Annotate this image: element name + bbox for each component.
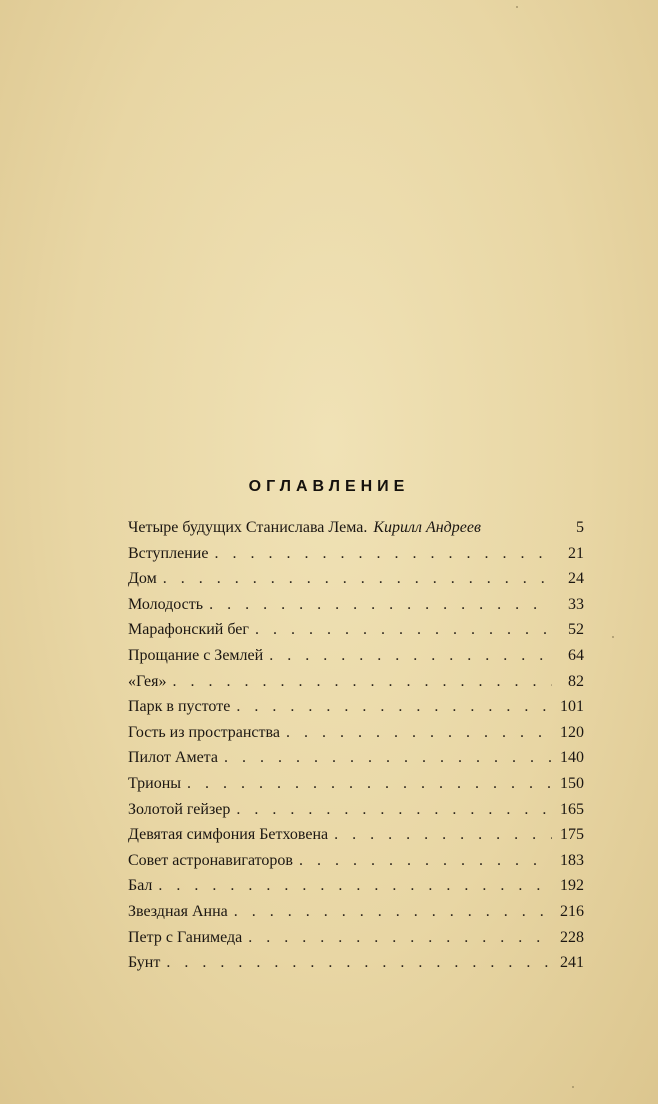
toc-entry[interactable] (128, 903, 584, 929)
page-number: 52 (568, 621, 584, 639)
page-number: 228 (560, 928, 584, 946)
dot-leader (209, 596, 552, 614)
page-number: 82 (568, 672, 584, 690)
toc-entry[interactable] (128, 801, 584, 827)
entry-title: Трионы (128, 774, 182, 792)
entry-title: Девятая симфония Бетховена (128, 826, 329, 844)
entry-title: Вступление (128, 544, 209, 562)
contents-heading: ОГЛАВЛЕНИЕ (248, 478, 410, 495)
dot-leader (269, 647, 552, 665)
page-number: 241 (560, 954, 584, 972)
paper-speck (612, 636, 614, 638)
page-number: 183 (560, 851, 584, 869)
entry-title: Петр с Ганимеда (128, 928, 243, 946)
dot-leader (236, 801, 552, 819)
toc-entry[interactable] (128, 545, 584, 571)
dot-leader (248, 929, 552, 947)
toc-entry[interactable] (128, 570, 584, 596)
toc-entry[interactable] (128, 596, 584, 622)
page-number: 33 (568, 595, 584, 613)
entry-title: Прощание с Землей (128, 646, 264, 664)
dot-leader (163, 570, 552, 588)
toc-entry[interactable] (128, 826, 584, 852)
toc-entry[interactable] (128, 673, 584, 699)
dot-leader (334, 826, 552, 844)
entry-title: Звездная Анна (128, 902, 228, 920)
dot-leader (299, 852, 552, 870)
toc-entry[interactable] (128, 929, 584, 955)
dot-leader (234, 903, 552, 921)
reverse-side-bleed-through (70, 78, 600, 518)
entry-title: Гость из пространства (128, 723, 280, 741)
dot-leader (187, 775, 552, 793)
toc-entry[interactable] (128, 519, 584, 545)
entry-title: Парк в пустоте (128, 698, 231, 716)
page-number: 101 (560, 698, 584, 716)
paper-speck (572, 1086, 574, 1088)
page-number: 5 (576, 519, 584, 536)
entry-title: Четыре будущих Станислава Лема. (128, 519, 368, 536)
page-number: 175 (560, 826, 584, 844)
paper-speck (516, 6, 518, 8)
dot-leader (255, 621, 552, 639)
dot-leader (214, 545, 552, 563)
page-number: 24 (568, 570, 584, 588)
toc-entry[interactable] (128, 647, 584, 673)
dot-leader (158, 877, 552, 895)
table-of-contents (128, 519, 584, 980)
toc-entry[interactable] (128, 724, 584, 750)
entry-title: Бунт (128, 954, 161, 972)
entry-title: Золотой гейзер (128, 800, 231, 818)
toc-entry[interactable] (128, 954, 584, 980)
page-number: 120 (560, 723, 584, 741)
entry-title: Пилот Амета (128, 749, 218, 767)
toc-entry[interactable] (128, 621, 584, 647)
page-number: 21 (568, 544, 584, 562)
page-number: 192 (560, 877, 584, 895)
toc-entry[interactable] (128, 775, 584, 801)
entry-title: Совет астронавигаторов (128, 851, 293, 869)
entry-title: «Гея» (128, 672, 167, 690)
page-number: 150 (560, 774, 584, 792)
entry-title: Дом (128, 570, 157, 588)
page-number: 140 (560, 749, 584, 767)
dot-leader (236, 698, 552, 716)
toc-entry[interactable] (128, 698, 584, 724)
toc-entry[interactable] (128, 852, 584, 878)
page-number: 216 (560, 902, 584, 920)
page-number: 165 (560, 800, 584, 818)
entry-author: Кирилл Андреев (373, 519, 481, 536)
entry-title: Молодость (128, 595, 204, 613)
dot-leader (286, 724, 552, 742)
toc-entry[interactable] (128, 877, 584, 903)
entry-title: Марафонский бег (128, 621, 249, 639)
entry-title: Бал (128, 877, 153, 895)
dot-leader (224, 749, 552, 767)
dot-leader (166, 954, 552, 972)
toc-entry[interactable] (128, 749, 584, 775)
page-number: 64 (568, 646, 584, 664)
dot-leader (173, 673, 553, 691)
